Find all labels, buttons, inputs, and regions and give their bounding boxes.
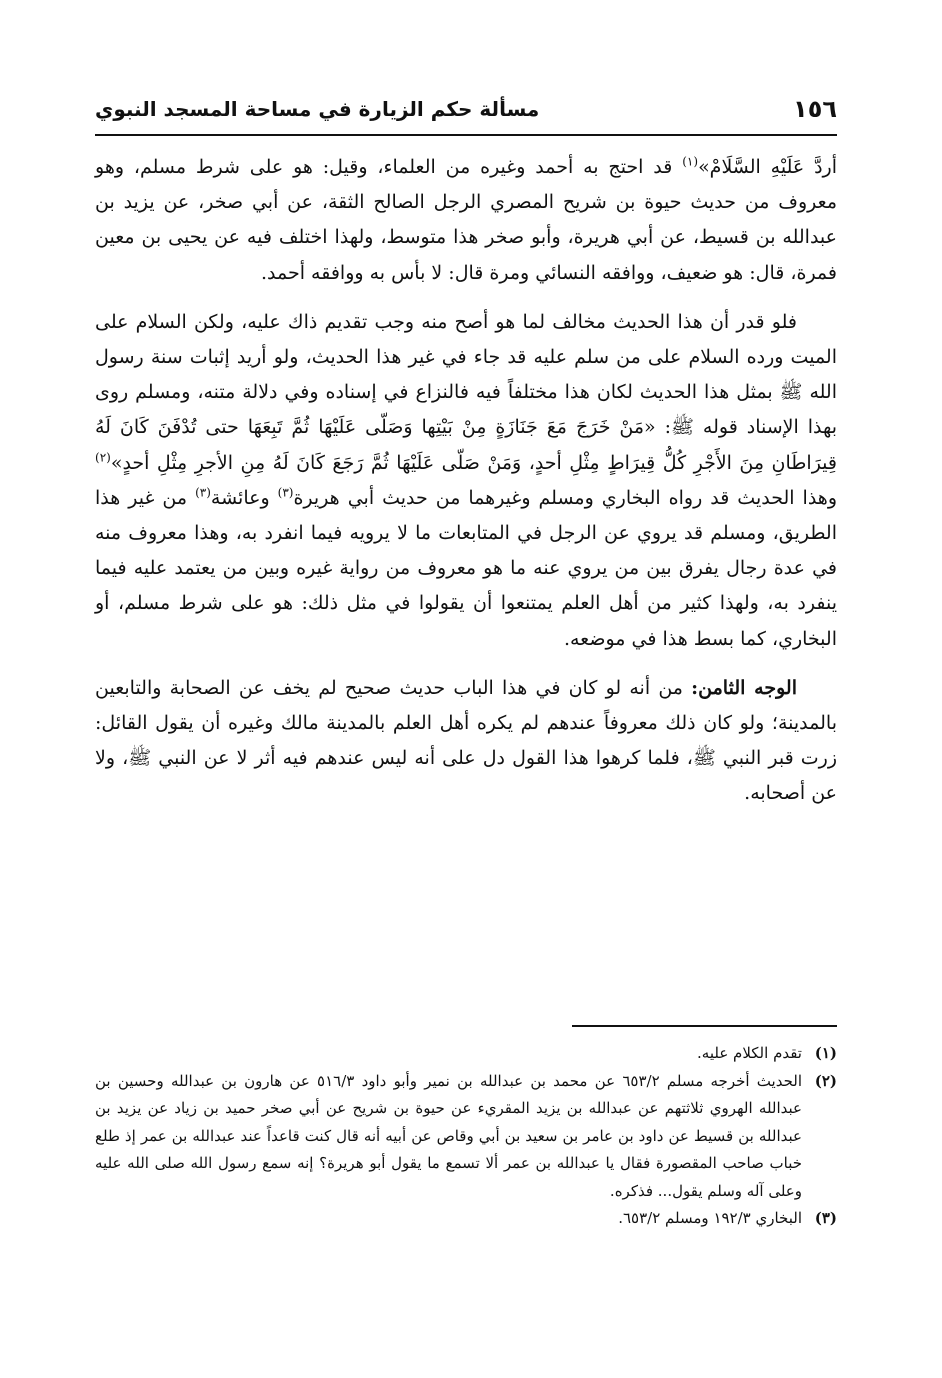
footnote-2-text: الحديث أخرجه مسلم ٦٥٣/٢ عن محمد بن عبدالله بن نمير وأبو داود ٥١٦/٣ عن هارون بن عبدالله وحسين بن عبدالله الهروي ثلاثتهم عن عبدالله بن يزيد المقريء عن حيوة بن شريح عن أبي صخر حميد بن زياد عن يزيد بن عبدالله بن قسيط عن داود بن عامر بن سعيد بن أبي وقاص عن أبيه أنه قال كنت قاعداً عند عبدالله بن عمر إذ طلع خباب صاحب المقصورة فقال يا عبدالله بن عمر ألا تسمع ما يقول أبو هريرة؟ إنه سمع رسول الله صلى الله عليه وعلى آله وسلم يقول... فذكره. [95,1071,802,1200]
running-title: مسألة حكم الزيارة في مساحة المسجد النبوي [95,97,540,121]
footnote-1 [95,1040,837,1068]
footnote-ref-1: (١) [682,154,699,169]
paragraph-2-text-b: وهذا الحديث قد رواه البخاري ومسلم وغيرهما من حديث أبي هريرة [293,486,838,509]
paragraph-1-text-b: قد احتج به أحمد وغيره من العلماء، وقيل: هو على شرط مسلم، وهو معروف من حديث حيوة بن شريح المصري الرجل الصالح الثقة، عن أبي صخر، عن يزيد بن عبدالله بن قسيط، عن أبي هريرة، وأبو صخر هذا متوسط، ولهذا اختلف فيه عن يحيى بن معين فمرة، قال: هو ضعيف، ووافقه النسائي ومرة قال: لا بأس به ووافقه أحمد. [95,156,837,284]
footnote-ref-3b: (٣) [195,485,211,500]
main-text [95,150,837,812]
footnote-1-text: تقدم الكلام عليه. [697,1044,802,1062]
paragraph-3 [95,671,837,812]
footnote-2-number: (٢) [814,1071,837,1090]
paragraph-3-text: من أنه لو كان في هذا الباب حديث صحيح لم يخف عن الصحابة والتابعين بالمدينة؛ ولو كان ذلك معروفاً عندهم لم يكره أهل العلم بالمدينة مالك وغيره أن يقول القائل: زرت قبر النبي ﷺ، فلما كرهوا هذا القول دل على أنه ليس عندهم فيه أثر لا عن النبي ﷺ، ولا عن أصحابه. [95,676,837,805]
footnote-1-number: (١) [814,1044,837,1062]
footnote-3-text: البخاري ١٩٢/٣ ومسلم ٦٥٣/٢. [618,1209,802,1227]
footnote-ref-2: (٢) [95,450,111,465]
paragraph-3-lead: الوجه الثامن: [691,676,797,699]
footnote-3-number: (٣) [814,1209,837,1227]
paragraph-2-text-c: وعائشة [210,486,278,509]
page-number: ١٥٦ [793,95,837,123]
paragraph-1-text-a: أردَّ عَلَيْهِ السَّلَامْ» [698,156,837,178]
footnotes [95,1040,837,1233]
paragraph-1 [95,150,837,291]
paragraph-2-text-a: فلو قدر أن هذا الحديث مخالف لما هو أصح منه وجب تقديم ذاك عليه، ولكن السلام على الميت ورده السلام على من سلم عليه قد جاء في غير هذا الحديث، ولو أريد إثبات سنة رسول الله ﷺ بمثل هذا الحديث لكان هذا مختلفاً فيه فالنزاع في إسناده وفي دلالة متنه، ومسلم روى بهذا الإسناد قوله ﷺ: «مَنْ خَرَجَ مَعَ جَنَازَةٍ مِنْ بَيْتِها وَصَلّى عَلَيْهَا ثُمَّ تَبِعَهَا حتى تُدْفَنَ كَانَ لَهُ قِيرَاطَانِ مِنَ الأَجْرِ كُلُّ قِيرَاطٍ مِثْلِ أحدٍ، وَمَنْ صَلّى عَلَيْهَا ثُمَّ رَجَعَ كَانَ لَهُ مِنِ الأجرِ مِثْلِ أحدٍ» [95,310,837,474]
footnote-divider [572,1025,837,1027]
paragraph-2-text-d: من غير هذا الطريق، ومسلم قد يروي عن الرجل في المتابعات ما لا يرويه فيما انفرد به، وهذا معروف منه في عدة رجال يفرق بين من يروي عنه ما هو معروف من رواية غيره وبين من يعتمد عليه فيما ينفرد به، ولهذا كثير من أهل العلم يمتنعوا أن يقولوا في مثل ذلك: هو على شرط مسلم، أو البخاري، كما بسط هذا في موضعه. [95,486,837,650]
header-divider [95,134,837,136]
footnote-ref-3a: (٣) [277,485,294,500]
footnote-2 [95,1068,837,1206]
page-header [95,92,837,132]
paragraph-2 [95,305,837,657]
footnote-3 [95,1205,837,1233]
